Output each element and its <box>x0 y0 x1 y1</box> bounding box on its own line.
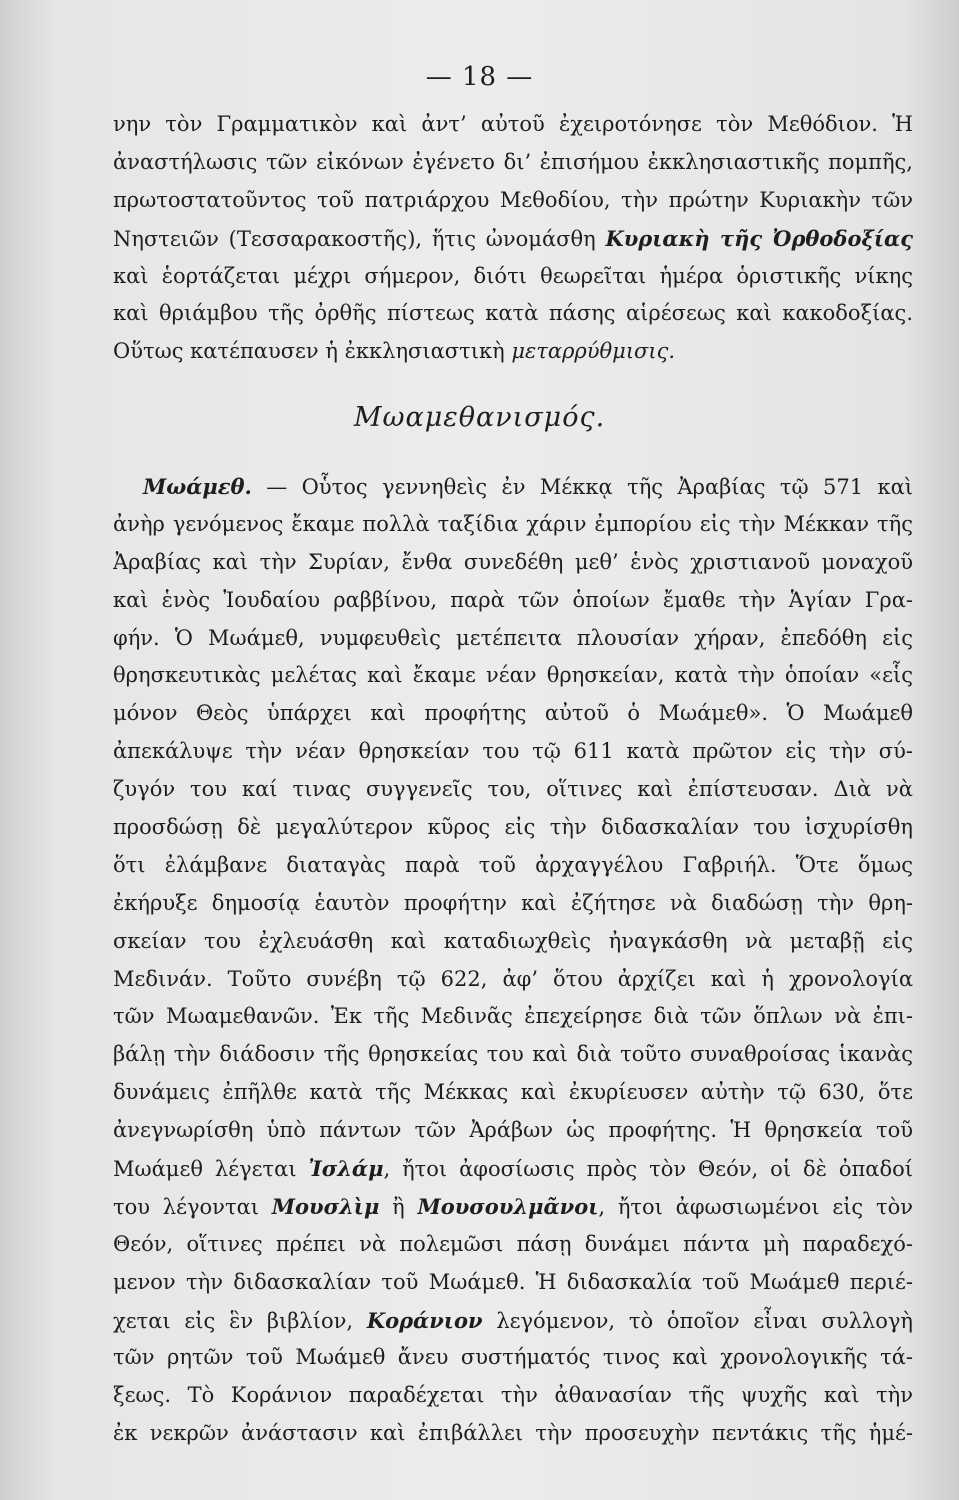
text-line: φήν. Ὁ Μωάμεθ, νυμφευθεὶς μετέπειτα πλουσίαν χήραν, ἐπεδόθη εἰς <box>113 625 913 650</box>
emphasis-mousoulmanoi: Μουσουλμᾶνοι <box>417 1193 599 1219</box>
text-line: δυνάμεις ἐπῆλθε κατὰ τῆς Μέκκας καὶ ἐκυρίευσεν αὐτὴν τῷ 630, ὅτε <box>113 1080 913 1105</box>
text-line: του λέγονται Μουσλὶμ ἢ Μουσουλμᾶνοι, ἤτοι ἀφωσιωμένοι εἰς τὸν <box>113 1193 913 1219</box>
text-line: βάλῃ τὴν διάδοσιν τῆς θρησκείας του καὶ διὰ τοῦτο συναθροίσας ἱκανὰς <box>113 1042 913 1067</box>
emphasis-islam: Ἰσλάμ <box>308 1156 384 1182</box>
text-line: καὶ ἑορτάζεται μέχρι σήμερον, διότι θεωρεῖται ἡμέρα ὁριστικῆς νίκης <box>113 263 913 288</box>
paragraph-mohammed <box>113 468 913 1453</box>
text-line: Οὕτως κατέπαυσεν ἡ ἐκκλησιαστικὴ μεταρρύθμισις. <box>113 339 676 364</box>
text-line: Μεδινάν. Τοῦτο συνέβη τῷ 622, ἀφ’ ὅτου ἀρχίζει καὶ ἡ χρονολογία <box>113 966 913 991</box>
text-line: Θεόν, οἵτινες πρέπει νὰ πολεμῶσι πάσῃ δυνάμει πάντα μὴ παραδεχό- <box>113 1231 913 1256</box>
text-line: Μωάμεθ. — Οὗτος γεννηθεὶς ἐν Μέκκᾳ τῆς Ἀραβίας τῷ 571 καὶ <box>143 474 913 499</box>
text-line: προσδώσῃ δὲ μεγαλύτερον κῦρος εἰς τὴν διδασκαλίαν του ἰσχυρίσθη <box>113 815 913 840</box>
text-line: καὶ ἑνὸς Ἰουδαίου ραββίνου, παρὰ τῶν ὁποίων ἔμαθε τὴν Ἁγίαν Γρα- <box>113 587 913 612</box>
text-line: χεται εἰς ἓν βιβλίον, Κοράνιον λεγόμενον, τὸ ὁποῖον εἶναι συλλογὴ <box>113 1307 913 1333</box>
section-heading: Μωαμεθανισμός. <box>353 402 606 433</box>
emphasis-mohammed: Μωάμεθ. <box>143 474 252 499</box>
page-number: — 18 — <box>425 62 534 92</box>
text-line: ζυγόν του καί τινας συγγενεῖς του, οἵτινες καὶ ἐπίστευσαν. Διὰ νὰ <box>113 777 913 802</box>
text-line: Μωάμεθ λέγεται Ἰσλάμ, ἤτοι ἀφοσίωσις πρὸς τὸν Θεόν, οἱ δὲ ὀπαδοί <box>113 1156 913 1182</box>
text-line: σκείαν του ἐχλευάσθη καὶ καταδιωχθεὶς ἠναγκάσθη νὰ μεταβῇ εἰς <box>113 928 913 953</box>
text-line: Ἀραβίας καὶ τὴν Συρίαν, ἔνθα συνεδέθη μεθ’ ἑνὸς χριστιανοῦ μοναχοῦ <box>113 549 913 574</box>
text-line: ἀνεγνωρίσθη ὑπὸ πάντων τῶν Ἀράβων ὡς προφήτης. Ἡ θρησκεία τοῦ <box>113 1118 913 1143</box>
text-line: καὶ θριάμβου τῆς ὀρθῆς πίστεως κατὰ πάσης αἱρέσεως καὶ κακοδοξίας. <box>113 301 913 326</box>
text-line: τῶν ρητῶν τοῦ Μωάμεθ ἄνευ συστήματός τινος καὶ χρονολογικῆς τά- <box>113 1345 913 1370</box>
paragraph-iconoclasm-end <box>113 106 913 371</box>
text-line: ἀναστήλωσις τῶν εἰκόνων ἐγένετο δι’ ἐπισήμου ἐκκλησιαστικῆς πομπῆς, <box>113 149 913 174</box>
emphasis-muslim: Μουσλὶμ <box>271 1193 380 1219</box>
text-line: νην τὸν Γραμματικὸν καὶ ἀντ’ αὐτοῦ ἐχειροτόνησε τὸν Μεθόδιον. Ἡ <box>113 112 913 136</box>
emphasis-orthodoxy-sunday: Κυριακὴ τῆς Ὀρθοδοξίας <box>605 225 913 251</box>
text-line: πρωτοστατοῦντος τοῦ πατριάρχου Μεθοδίου, τὴν πρώτην Κυριακὴν τῶν <box>113 187 913 212</box>
text-line: Νηστειῶν (Τεσσαρακοστῆς), ἥτις ὠνομάσθη Κυριακὴ τῆς Ὀρθοδοξίας <box>113 225 913 251</box>
text-line: μενον τὴν διδασκαλίαν τοῦ Μωάμεθ. Ἡ διδασκαλία τοῦ Μωάμεθ περιέ- <box>113 1269 913 1294</box>
text-line: ἐκ νεκρῶν ἀνάστασιν καὶ ἐπιβάλλει τὴν προσευχὴν πεντάκις τῆς ἡμέ- <box>113 1421 913 1446</box>
text-line: θρησκευτικὰς μελέτας καὶ ἔκαμε νέαν θρησκείαν, κατὰ τὴν ὁποίαν «εἷς <box>113 663 913 688</box>
text-line: ἐκήρυξε δημοσίᾳ ἑαυτὸν προφήτην καὶ ἐζήτησε νὰ διαδώσῃ τὴν θρη- <box>113 890 913 915</box>
text-line: ὅτι ἐλάμβανε διαταγὰς παρὰ τοῦ ἀρχαγγέλου Γαβριήλ. Ὅτε ὅμως <box>113 852 913 877</box>
emphasis-reform: μεταρρύθμισις. <box>511 339 676 364</box>
emphasis-koran: Κοράνιον <box>366 1307 483 1333</box>
text-line: μόνον Θεὸς ὑπάρχει καὶ προφήτης αὐτοῦ ὁ Μωάμεθ». Ὁ Μωάμεθ <box>113 701 913 726</box>
text-line: ξεως. Τὸ Κοράνιον παραδέχεται τὴν ἀθανασίαν τῆς ψυχῆς καὶ τὴν <box>113 1383 913 1408</box>
text-line: ἀπεκάλυψε τὴν νέαν θρησκείαν του τῷ 611 κατὰ πρῶτον εἰς τὴν σύ- <box>113 739 913 764</box>
text-line: ἀνὴρ γενόμενος ἔκαμε πολλὰ ταξίδια χάριν ἐμπορίου εἰς τὴν Μέκκαν τῆς <box>113 511 913 536</box>
text-line: τῶν Μωαμεθανῶν. Ἐκ τῆς Μεδινᾶς ἐπεχείρησε διὰ τῶν ὅπλων νὰ ἐπι- <box>113 1004 913 1029</box>
